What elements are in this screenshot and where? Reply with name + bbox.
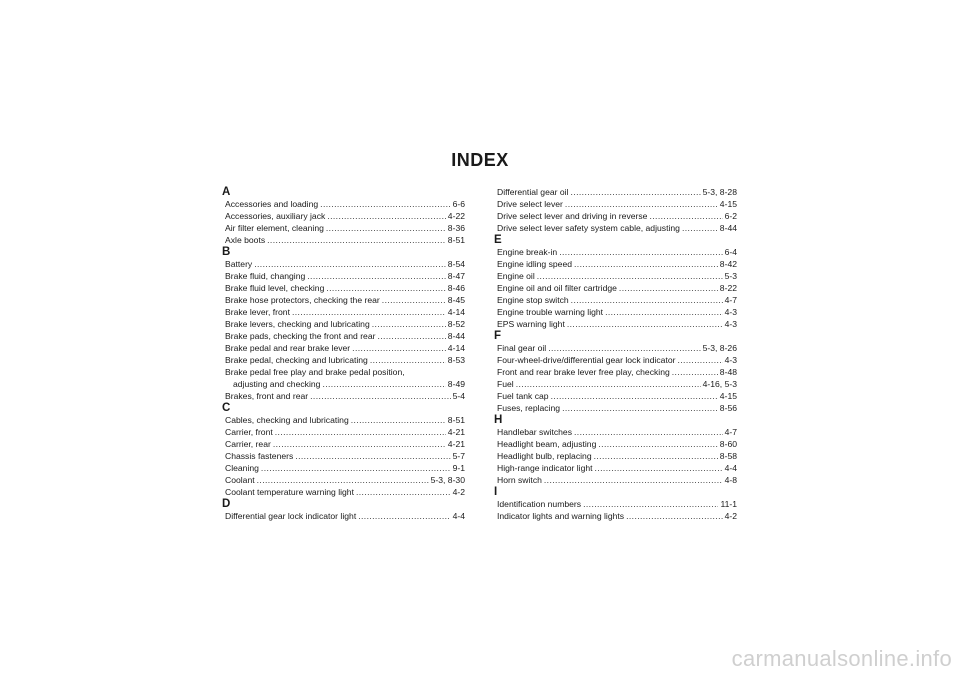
index-entry-page: 8-53 [447, 355, 465, 365]
index-entry-text: Indicator lights and warning lights [497, 511, 625, 521]
index-entry-page: 4-8 [724, 475, 737, 485]
index-entry-text: Accessories, auxiliary jack [225, 211, 326, 221]
dot-leader [562, 402, 718, 414]
dot-leader [548, 342, 700, 354]
index-entry-text: Handlebar switches [497, 427, 572, 437]
index-entry-text: Brake lever, front [225, 307, 290, 317]
index-entry[interactable] [225, 426, 465, 438]
watermark-logo: carmanualsonline.info [731, 646, 952, 671]
index-entry-page: 5-3 [724, 271, 737, 281]
index-entry-text: Brake pads, checking the front and rear [225, 331, 376, 341]
index-entry[interactable] [225, 210, 465, 222]
index-entry-page: 4-4 [452, 511, 465, 521]
index-entry[interactable] [225, 222, 465, 234]
dot-leader [571, 294, 723, 306]
index-entry-page: 4-3 [724, 355, 737, 365]
index-entry[interactable] [225, 474, 465, 486]
dot-leader [326, 282, 445, 294]
index-entry[interactable] [497, 342, 737, 354]
index-entry-text: Engine trouble warning light [497, 307, 604, 317]
index-entry[interactable] [497, 318, 737, 330]
dot-leader [292, 306, 446, 318]
index-entry[interactable] [497, 198, 737, 210]
index-entry-page: 8-52 [447, 319, 465, 329]
index-entry-page: 4-7 [724, 427, 737, 437]
index-entry[interactable] [225, 198, 465, 210]
index-letter-heading: E [494, 234, 502, 246]
index-entry[interactable] [497, 474, 737, 486]
index-entry-page: 4-16, 5-3 [702, 379, 737, 389]
index-entry[interactable] [497, 246, 737, 258]
index-entry-text: High-range indicator light [497, 463, 593, 473]
dot-leader [537, 270, 723, 282]
index-entry-page: 8-51 [447, 235, 465, 245]
dot-leader [267, 234, 446, 246]
index-entry[interactable] [225, 234, 465, 246]
index-entry-page: 4-3 [724, 319, 737, 329]
index-entry[interactable] [497, 402, 737, 414]
index-column-left [222, 186, 465, 522]
dot-leader [377, 330, 445, 342]
index-entry-page: 5-3, 8-30 [430, 475, 465, 485]
index-entry-page: 8-45 [447, 295, 465, 305]
index-entry-page: 8-46 [447, 283, 465, 293]
dot-leader [567, 318, 723, 330]
index-entry-page: 8-44 [447, 331, 465, 341]
index-entry-text: Brake pedal free play and brake pedal position, [225, 367, 405, 377]
index-entry-page: 4-21 [447, 439, 465, 449]
index-entry-page: 4-2 [452, 487, 465, 497]
index-entry-text: Headlight bulb, replacing [497, 451, 592, 461]
index-entry-page: 6-6 [452, 199, 465, 209]
index-entry-text: Identification numbers [497, 499, 582, 509]
index-entry-text: Horn switch [497, 475, 542, 485]
index-entry-page: 4-22 [447, 211, 465, 221]
index-entry-page: 11-1 [720, 499, 737, 509]
index-entry-text: Cleaning [225, 463, 259, 473]
index-entry-page: 4-4 [724, 463, 737, 473]
index-entry[interactable] [225, 450, 465, 462]
index-entry[interactable] [225, 378, 465, 390]
index-entry-page: 8-36 [447, 223, 465, 233]
index-entry-text: Drive select lever [497, 199, 563, 209]
index-entry-text: Axle boots [225, 235, 266, 245]
index-entry-text: Front and rear brake lever free play, checking [497, 367, 670, 377]
index-entry-text: Brake fluid, changing [225, 271, 306, 281]
index-letter-heading: I [494, 486, 498, 498]
dot-leader [310, 390, 450, 402]
index-entry[interactable] [225, 318, 465, 330]
index-entry-page: 8-49 [447, 379, 465, 389]
dot-leader [327, 210, 446, 222]
index-letter-heading: B [222, 246, 231, 258]
index-entry-text: Fuel tank cap [497, 391, 549, 401]
index-entry[interactable] [225, 414, 465, 426]
index-entry[interactable] [225, 258, 465, 270]
index-entry-text: Coolant [225, 475, 255, 485]
index-entry[interactable] [497, 378, 737, 390]
dot-leader [275, 426, 446, 438]
dot-leader [571, 186, 701, 198]
index-entry[interactable] [497, 366, 737, 378]
index-letter-heading: H [494, 414, 503, 426]
index-entry-page: 4-14 [447, 307, 465, 317]
index-entry-text: Four-wheel-drive/differential gear lock indicator [497, 355, 676, 365]
index-entry-page: 4-15 [719, 199, 737, 209]
index-entry-text: Chassis fasteners [225, 451, 294, 461]
index-entry-text: Brake fluid level, checking [225, 283, 325, 293]
index-entry-text: Air filter element, cleaning [225, 223, 324, 233]
index-entry[interactable] [497, 426, 737, 438]
dot-leader [595, 462, 723, 474]
dot-leader [352, 342, 446, 354]
index-column-right [494, 186, 737, 522]
dot-leader [574, 258, 718, 270]
dot-leader [649, 210, 722, 222]
index-entry-text: Differential gear lock indicator light [225, 511, 357, 521]
index-entry-page: 8-42 [719, 259, 737, 269]
dot-leader [559, 246, 722, 258]
index-entry[interactable] [497, 258, 737, 270]
dot-leader [261, 462, 451, 474]
dot-leader [565, 198, 718, 210]
dot-leader [682, 222, 718, 234]
index-letter-heading: F [494, 330, 502, 342]
index-entry-page: 9-1 [452, 463, 465, 473]
index-entry-text: Brake pedal and rear brake lever [225, 343, 351, 353]
index-entry-text: Engine idling speed [497, 259, 573, 269]
dot-leader [370, 354, 446, 366]
index-entry-text: Final gear oil [497, 343, 547, 353]
index-entry-page: 6-2 [724, 211, 737, 221]
index-entry-text: Engine oil [497, 271, 535, 281]
index-entry[interactable] [225, 462, 465, 474]
index-entry[interactable] [225, 282, 465, 294]
index-entry[interactable] [225, 294, 465, 306]
index-entry-text: Carrier, rear [225, 439, 271, 449]
dot-leader [257, 474, 429, 486]
index-entry[interactable] [225, 486, 465, 498]
index-entry-page: 6-4 [724, 247, 737, 257]
index-entry[interactable] [225, 270, 465, 282]
dot-leader [626, 510, 723, 522]
index-entry[interactable] [497, 510, 737, 522]
index-entry[interactable] [225, 510, 465, 522]
dot-leader [516, 378, 701, 390]
index-entry-page: 4-14 [447, 343, 465, 353]
index-entry-page: 8-60 [719, 439, 737, 449]
index-entry-text: Brake hose protectors, checking the rear [225, 295, 380, 305]
dot-leader [273, 438, 446, 450]
dot-leader [544, 474, 723, 486]
index-entry-page: 8-54 [447, 259, 465, 269]
index-entry-text: Brake pedal, checking and lubricating [225, 355, 368, 365]
index-entry-text: Engine stop switch [497, 295, 569, 305]
index-entry-text: Carrier, front [225, 427, 273, 437]
index-entry[interactable] [497, 282, 737, 294]
dot-leader [619, 282, 718, 294]
dot-leader [320, 198, 450, 210]
page-title: INDEX [451, 150, 509, 170]
index-entry-text: EPS warning light [497, 319, 565, 329]
index-entry-page: 4-21 [447, 427, 465, 437]
index-entry-page: 8-44 [719, 223, 737, 233]
index-entry[interactable] [497, 210, 737, 222]
index-entry[interactable] [497, 450, 737, 462]
index-letter-heading: C [222, 402, 231, 414]
index-entry[interactable] [225, 354, 465, 366]
dot-leader [677, 354, 722, 366]
index-entry-page: 5-7 [452, 451, 465, 461]
index-entry[interactable] [225, 342, 465, 354]
index-entry-text: Fuses, replacing [497, 403, 561, 413]
index-entry-page: 8-47 [447, 271, 465, 281]
index-entry[interactable] [497, 294, 737, 306]
dot-leader [605, 306, 723, 318]
index-entry-text: adjusting and checking [233, 379, 321, 389]
index-entry[interactable] [497, 222, 737, 234]
index-entry-page: 5-4 [452, 391, 465, 401]
dot-leader [307, 270, 446, 282]
index-entry[interactable] [497, 390, 737, 402]
index-entry[interactable] [497, 270, 737, 282]
dot-leader [254, 258, 446, 270]
index-entry-text: Headlight beam, adjusting [497, 439, 597, 449]
index-entry[interactable] [225, 438, 465, 450]
index-entry-text: Engine oil and oil filter cartridge [497, 283, 617, 293]
dot-leader [322, 378, 445, 390]
dot-leader [594, 450, 718, 462]
index-entry-page: 8-56 [719, 403, 737, 413]
index-entry-text: Accessories and loading [225, 199, 319, 209]
dot-leader [351, 414, 446, 426]
index-entry-text: Brake levers, checking and lubricating [225, 319, 370, 329]
index-entry[interactable] [225, 366, 465, 378]
index-entry[interactable] [497, 186, 737, 198]
index-entry-text: Drive select lever and driving in reverse [497, 211, 648, 221]
index-entry[interactable] [497, 462, 737, 474]
index-entry[interactable] [225, 306, 465, 318]
index-entry[interactable] [225, 390, 465, 402]
index-entry[interactable] [497, 306, 737, 318]
dot-leader [598, 438, 717, 450]
index-entry[interactable] [497, 438, 737, 450]
index-entry-page: 4-3 [724, 307, 737, 317]
dot-leader [583, 498, 718, 510]
index-entry-page: 4-2 [724, 511, 737, 521]
index-entry-page: 8-51 [447, 415, 465, 425]
index-entry[interactable] [225, 330, 465, 342]
index-entry-page: 8-58 [719, 451, 737, 461]
index-entry-text: Brakes, front and rear [225, 391, 309, 401]
index-entry-text: Cables, checking and lubricating [225, 415, 349, 425]
dot-leader [574, 426, 723, 438]
index-entry-page: 8-48 [719, 367, 737, 377]
dot-leader [382, 294, 446, 306]
dot-leader [672, 366, 718, 378]
index-entry-page: 4-7 [724, 295, 737, 305]
index-entry-page: 4-15 [719, 391, 737, 401]
index-entry-text: Fuel [497, 379, 514, 389]
index-entry-text: Battery [225, 259, 253, 269]
index-entry-text: Engine break-in [497, 247, 558, 257]
index-entry-text: Coolant temperature warning light [225, 487, 354, 497]
index-entry-text: Drive select lever safety system cable, adjusting [497, 223, 680, 233]
index-entry-page: 8-22 [719, 283, 737, 293]
dot-leader [295, 450, 450, 462]
index-entry-page: 5-3, 8-26 [702, 343, 737, 353]
dot-leader [372, 318, 446, 330]
dot-leader [358, 510, 450, 522]
index-entry-page: 5-3, 8-28 [702, 187, 737, 197]
dot-leader [551, 390, 718, 402]
index-letter-heading: A [222, 186, 231, 198]
dot-leader [356, 486, 451, 498]
index-entry-text: Differential gear oil [497, 187, 569, 197]
index-letter-heading: D [222, 498, 231, 510]
index-entry[interactable] [497, 498, 737, 510]
index-entry[interactable] [497, 354, 737, 366]
dot-leader [326, 222, 446, 234]
